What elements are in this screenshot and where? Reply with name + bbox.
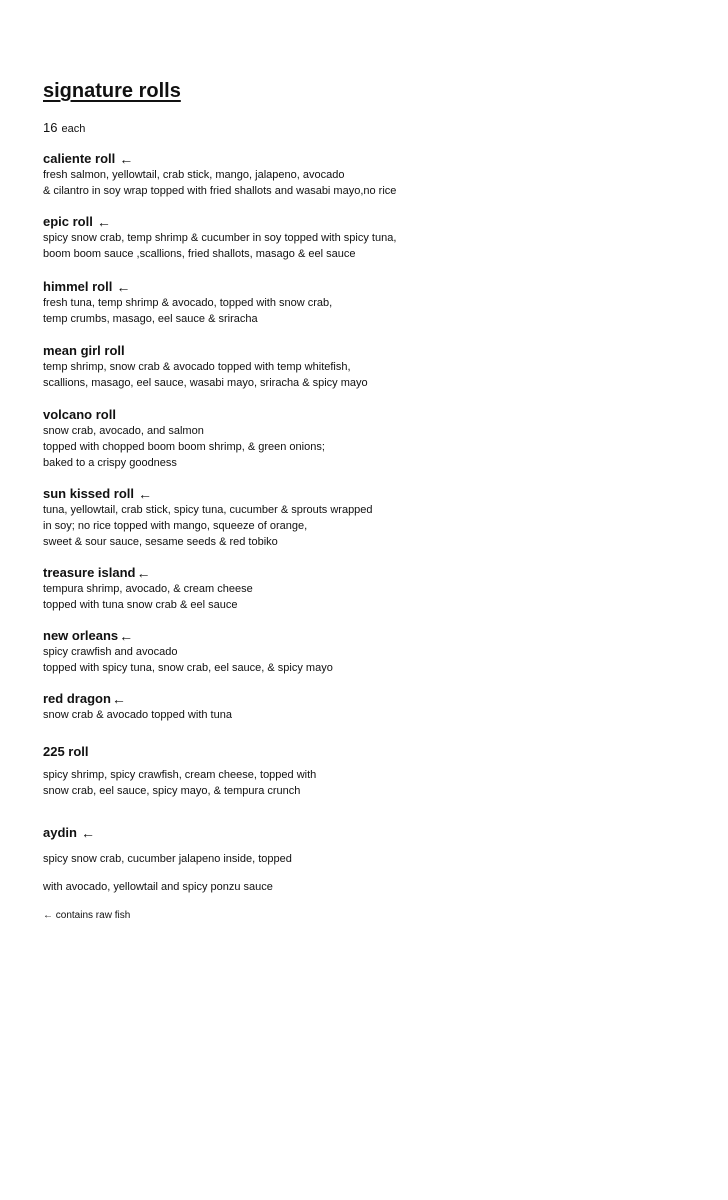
item-description: spicy snow crab, cucumber jalapeno inside, topped (43, 853, 292, 865)
raw-fish-arrow-icon: ← (116, 278, 131, 295)
menu-item (43, 824, 683, 895)
menu-item (43, 690, 683, 723)
footnote-text: contains raw fish (55, 910, 131, 921)
raw-fish-arrow-icon: ← (96, 213, 111, 230)
menu-item (43, 342, 683, 391)
item-description: scallions, masago, eel sauce, wasabi mayo, sriracha & spicy mayo (43, 377, 368, 389)
item-description: topped with chopped boom boom shrimp, & green onions; (43, 441, 325, 453)
item-description: in soy; no rice topped with mango, squeeze of orange, (43, 520, 308, 532)
item-name: himmel roll (43, 279, 113, 294)
item-description: tuna, yellowtail, crab stick, spicy tuna, cucumber & sprouts wrapped (43, 504, 373, 516)
menu-item (43, 485, 683, 550)
item-description: spicy snow crab, temp shrimp & cucumber in soy topped with spicy tuna, (43, 232, 397, 244)
menu-item (43, 564, 683, 613)
item-description: & cilantro in soy wrap topped with fried shallots and wasabi mayo,no rice (43, 185, 397, 197)
item-description: baked to a crispy goodness (43, 457, 177, 469)
item-description: tempura shrimp, avocado, & cream cheese (43, 583, 253, 595)
menu-item (43, 150, 683, 199)
raw-fish-arrow-icon: ← (138, 485, 153, 502)
item-description: spicy crawfish and avocado (43, 646, 178, 658)
item-name: epic roll (43, 214, 93, 229)
menu-item (43, 627, 683, 676)
item-description: fresh tuna, temp shrimp & avocado, topped with snow crab, (43, 297, 333, 309)
raw-fish-arrow-icon: ← (43, 910, 53, 921)
price-line (43, 120, 683, 137)
menu-title: signature rolls (43, 80, 181, 102)
price-value: 16 (43, 120, 58, 135)
raw-fish-arrow-icon: ← (119, 627, 134, 644)
raw-fish-arrow-icon: ← (119, 150, 134, 167)
raw-fish-arrow-icon: ← (80, 824, 95, 841)
item-name: sun kissed roll (43, 486, 135, 501)
item-name: 225 roll (43, 744, 89, 759)
item-name: mean girl roll (43, 343, 125, 358)
item-description: snow crab & avocado topped with tuna (43, 709, 232, 721)
item-description: snow crab, eel sauce, spicy mayo, & tempura crunch (43, 785, 301, 797)
item-description: snow crab, avocado, and salmon (43, 425, 204, 437)
item-name: new orleans (43, 628, 119, 643)
menu-item (43, 213, 683, 262)
item-name: red dragon (43, 691, 111, 706)
item-name: treasure island (43, 565, 136, 580)
menu-item (43, 743, 683, 799)
menu-item (43, 278, 683, 327)
item-name: aydin (43, 825, 77, 840)
menu-page (43, 78, 683, 923)
item-name: volcano roll (43, 407, 116, 422)
item-description: temp shrimp, snow crab & avocado topped with temp whitefish, (43, 361, 351, 373)
raw-fish-arrow-icon: ← (136, 564, 151, 581)
item-name: caliente roll (43, 151, 116, 166)
item-description: spicy shrimp, spicy crawfish, cream cheese, topped with (43, 769, 317, 781)
item-description: topped with tuna snow crab & eel sauce (43, 599, 238, 611)
item-description: fresh salmon, yellowtail, crab stick, mango, jalapeno, avocado (43, 169, 345, 181)
item-description: boom boom sauce ,scallions, fried shallots, masago & eel sauce (43, 248, 356, 260)
menu-item (43, 406, 683, 471)
item-description: sweet & sour sauce, sesame seeds & red tobiko (43, 536, 278, 548)
price-unit: each (61, 123, 86, 135)
item-description: with avocado, yellowtail and spicy ponzu sauce (43, 881, 273, 893)
item-description: temp crumbs, masago, eel sauce & sriracha (43, 313, 258, 325)
raw-fish-arrow-icon: ← (111, 690, 126, 707)
item-description: topped with spicy tuna, snow crab, eel sauce, & spicy mayo (43, 662, 333, 674)
raw-fish-legend (43, 909, 683, 923)
